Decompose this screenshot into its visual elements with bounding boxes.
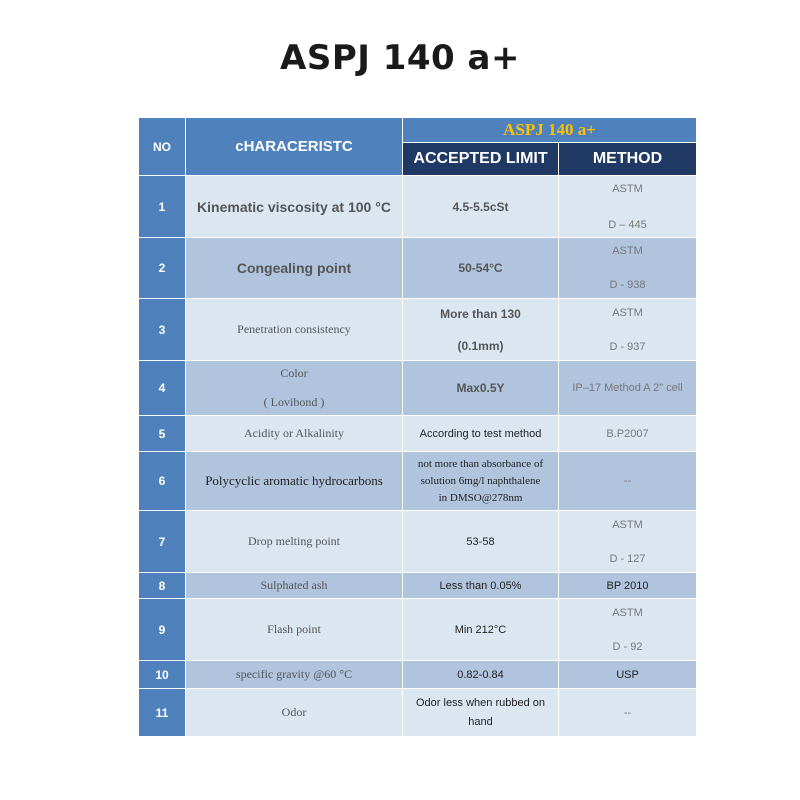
limit-cell: 50-54°C [403,238,559,299]
specification-table [138,117,697,737]
method-standard: ASTM [612,606,643,619]
table-row [139,452,697,511]
method-cell: USP [559,661,697,689]
method-cell: IP–17 Method A 2" cell [559,361,697,416]
header-row [139,118,697,143]
table-row [139,176,697,238]
method-cell: BP 2010 [559,573,697,599]
method-standard: ASTM [612,518,643,531]
method-code: D - 938 [609,279,646,291]
limit-cell: 0.82-0.84 [403,661,559,689]
method-cell: -- [559,452,697,511]
limit-line: solution 6mg/l naphthalene [420,474,541,487]
row-number: 7 [139,511,186,573]
limit-cell: Max0.5Y [403,361,559,416]
limit-cell [403,452,559,511]
characteristic-cell: Acidity or Alkalinity [186,416,403,452]
characteristic-cell: specific gravity @60 °C [186,661,403,689]
table-row [139,238,697,299]
method-cell [559,299,697,361]
row-number: 11 [139,689,186,737]
method-code: D – 445 [608,218,647,231]
limit-cell [403,689,559,737]
characteristic-cell: Sulphated ash [186,573,403,599]
row-number: 9 [139,599,186,661]
characteristic-cell: Flash point [186,599,403,661]
row-number: 2 [139,238,186,299]
characteristic-cell: Kinematic viscosity at 100 °C [186,176,403,238]
limit-cell: 4.5-5.5cSt [403,176,559,238]
limit-line: Odor less when rubbed on [415,696,546,709]
characteristic-scale: ( Lovibond ) [263,395,325,409]
limit-cell [403,299,559,361]
table-row [139,299,697,361]
limit-line: not more than absorbance of [417,457,544,470]
table-row [139,361,697,416]
limit-cell: Less than 0.05% [403,573,559,599]
method-cell [559,238,697,299]
characteristic-cell: Polycyclic aromatic hydrocarbons [186,452,403,511]
method-cell [559,176,697,238]
characteristic-cell: Drop melting point [186,511,403,573]
table-row [139,689,697,737]
method-code: D - 127 [609,552,646,565]
row-number: 3 [139,299,186,361]
row-number: 4 [139,361,186,416]
method-cell [559,599,697,661]
table-row [139,661,697,689]
header-accepted-limit: ACCEPTED LIMIT [403,143,559,176]
characteristic-cell: Odor [186,689,403,737]
limit-unit: (0.1mm) [457,338,504,353]
method-code: D - 92 [612,640,643,653]
method-standard: ASTM [612,182,643,195]
limit-cell: According to test method [403,416,559,452]
header-method: METHOD [559,143,697,176]
row-number: 5 [139,416,186,452]
characteristic-cell [186,361,403,416]
method-cell: -- [559,689,697,737]
limit-line: in DMSO@278nm [438,491,523,504]
characteristic-cell: Penetration consistency [186,299,403,361]
page-title: ASPJ 140 a+ [280,38,520,78]
table-row [139,416,697,452]
row-number: 6 [139,452,186,511]
table-row [139,511,697,573]
row-number: 8 [139,573,186,599]
header-characteristic: cHARACERISTC [186,118,403,176]
method-cell [559,511,697,573]
characteristic-cell: Congealing point [186,238,403,299]
table-row [139,599,697,661]
limit-cell: Min 212°C [403,599,559,661]
limit-cell: 53-58 [403,511,559,573]
header-product-name: ASPJ 140 a+ [403,118,697,143]
limit-line: hand [468,715,493,728]
characteristic-name: Color [280,366,308,380]
method-code: D - 937 [609,340,646,353]
row-number: 1 [139,176,186,238]
method-cell: B.P2007 [559,416,697,452]
method-standard: ASTM [612,306,643,319]
header-no: NO [139,118,186,176]
table-row [139,573,697,599]
row-number: 10 [139,661,186,689]
limit-value: More than 130 [440,306,521,321]
method-standard: ASTM [612,245,643,257]
